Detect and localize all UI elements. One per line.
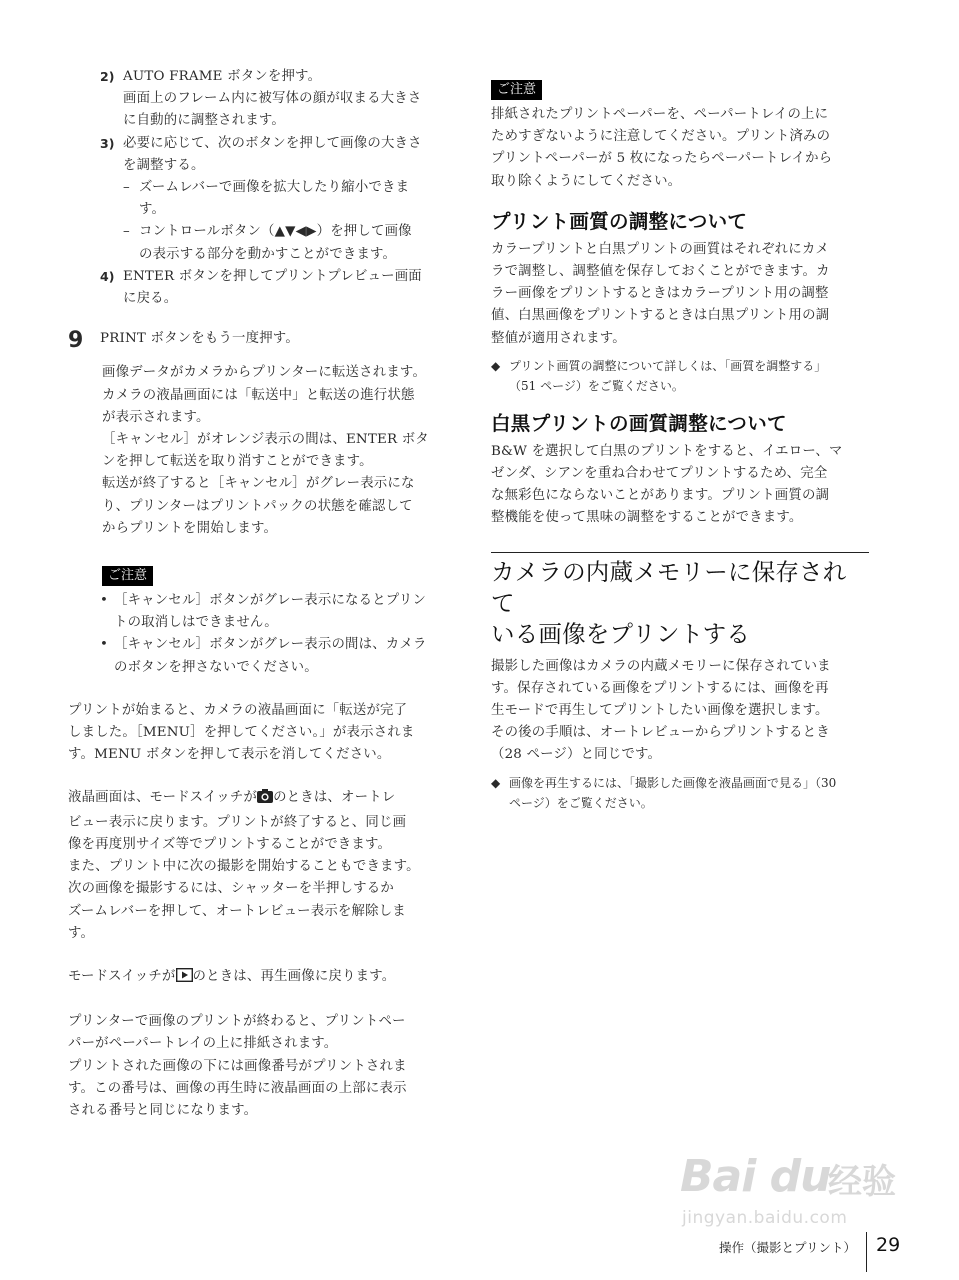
bullet-text: ［キャンセル］ボタンがグレー表示になるとプリン: [114, 593, 427, 609]
heading-line: いる画像をプリントする: [491, 619, 751, 648]
diamond-icon: ◆: [491, 358, 501, 373]
paragraph: [491, 239, 869, 350]
step-4: [68, 266, 446, 310]
step-text: に戻る。: [123, 291, 178, 307]
dash-item: [68, 221, 446, 265]
body-line: す。保存されている画像をプリントするには、画像を再: [491, 680, 829, 696]
body-line: ンを押して転送を取り消すことができます。: [102, 454, 373, 470]
caution-bullet: [68, 634, 446, 678]
watermark-cjk: 经验: [828, 1162, 896, 1202]
paragraph: [491, 656, 869, 767]
dash-item: [68, 177, 446, 221]
body-line: [68, 966, 446, 990]
body-line: プリンターで画像のプリントが終わると、プリントペー: [68, 1014, 406, 1030]
body-line: 撮影した画像はカメラの内蔵メモリーに保存されていま: [491, 658, 831, 674]
body-line: り、プリンターはプリントパックの状態を確認して: [102, 498, 413, 514]
paragraph: [68, 700, 446, 767]
step-text: を調整する。: [123, 157, 205, 173]
section-rule: [491, 552, 869, 553]
body-line: B&W を選択して白黒のプリントをすると、イエロー、マ: [491, 443, 843, 459]
dash-text: コントロールボタン（▲▼◀▶）を押して画像: [139, 224, 412, 240]
dash-mark: –: [123, 224, 130, 240]
dash-mark: –: [123, 180, 130, 196]
heading-line: カメラの内蔵メモリーに保存されて: [491, 557, 847, 617]
note-line: 画像を再生するには、「撮影した画像を液晶画面で見る」（30: [509, 775, 837, 790]
note-line: （51 ページ）をご覧ください。: [509, 378, 684, 393]
body-line: パーがペーパートレイの上に排紙されます。: [68, 1036, 338, 1052]
body-text: 液晶画面は、モードスイッチが: [68, 790, 258, 806]
step-2: [68, 66, 446, 133]
camera-mode-icon: [257, 789, 273, 811]
body-line: からプリントを開始します。: [102, 520, 278, 536]
body-text: のときは、再生画像に戻ります。: [192, 968, 396, 984]
caution-block: [68, 564, 446, 586]
bullet-text: トの取消しはできません。: [114, 615, 278, 631]
body-line: 生モードで再生してプリントしたい画像を選択します。: [491, 703, 829, 719]
body-line: ためすぎないように注意してください。プリント済みの: [491, 129, 831, 145]
caution-list: [68, 590, 446, 679]
body-line: [68, 787, 446, 811]
step-number: 4): [100, 268, 115, 284]
body-line: しました。［MENU］を押してください。」が表示されま: [68, 725, 415, 741]
step-number: 3): [100, 135, 115, 151]
baidu-watermark: [680, 1140, 910, 1240]
body-line: カラープリントと白黒プリントの画質はそれぞれにカメ: [491, 241, 830, 257]
bullet-dot: •: [100, 593, 108, 609]
section-heading: 白黒プリントの画質調整について: [491, 411, 787, 435]
body-text: のときは、オートレ: [273, 790, 396, 806]
paragraph: [68, 966, 446, 990]
chapter-heading: [491, 557, 869, 650]
body-line: 取り除くようにしてください。: [491, 173, 682, 189]
body-line: す。MENU ボタンを押して表示を消してください。: [68, 747, 391, 763]
caution-label: ご注意: [102, 566, 153, 586]
footer-divider: [866, 1232, 867, 1272]
body-line: ラー画像をプリントするときはカラープリント用の調整: [491, 286, 829, 302]
body-line: が表示されます。: [102, 409, 210, 425]
body-line: 転送が終了すると［キャンセル］がグレー表示にな: [102, 476, 415, 492]
body-line: また、プリント中に次の撮影を開始することもできます。: [68, 859, 420, 875]
watermark-brand: Bai du: [680, 1151, 831, 1202]
body-line: 値、白黒画像をプリントするときは白黒プリント用の調: [491, 308, 830, 324]
diamond-icon: ◆: [491, 775, 501, 790]
caution-text: [491, 104, 869, 193]
paragraph: [68, 1011, 446, 1122]
body-line: 排紙されたプリントペーパーを、ペーパートレイの上に: [491, 107, 829, 122]
body-line: ズームレバーを押して、オートレビュー表示を解除しま: [68, 903, 406, 919]
dash-text: す。: [139, 202, 166, 218]
paragraph: [68, 787, 446, 944]
note-line: プリント画質の調整について詳しくは、「画質を調整する」: [509, 358, 827, 373]
body-line: 次の画像を撮影するには、シャッターを半押しするか: [68, 881, 394, 897]
body-line: 像を再度別サイズ等でプリントすることができます。: [68, 836, 392, 852]
bullet-dot: •: [100, 637, 108, 653]
body-line: 整機能を使って黒味の調整をすることができます。: [491, 510, 803, 526]
step-text: 画面上のフレーム内に被写体の顔が収まる大きさ: [123, 91, 422, 107]
step-text: ENTER ボタンを押してプリントプレビュー画面: [123, 268, 422, 284]
caution-bullet: [68, 590, 446, 634]
section-heading: プリント画質の調整について: [491, 209, 748, 233]
watermark-url: jingyan.baidu.com: [682, 1208, 848, 1228]
bullet-text: のボタンを押さないでください。: [114, 659, 318, 675]
reference-note: [491, 773, 869, 813]
body-line: な無彩色にならないことがあります。プリント画質の調: [491, 488, 830, 504]
step-text: AUTO FRAME ボタンを押す。: [123, 69, 322, 84]
step-9-body: [68, 362, 446, 540]
body-line: ［キャンセル］がオレンジ表示の間は、ENTER ボタ: [102, 432, 429, 448]
body-text: モードスイッチが: [68, 968, 176, 984]
body-line: プリントが始まると、カメラの液晶画面に「転送が完了: [68, 702, 408, 718]
step-9: [68, 328, 446, 354]
bullet-text: ［キャンセル］ボタンがグレー表示の間は、カメラ: [114, 637, 427, 653]
paragraph: [491, 441, 869, 530]
body-line: ゼンダ、シアンを重ね合わせてプリントするため、完全: [491, 466, 828, 482]
dash-text: の表示する部分を動かすことができます。: [139, 246, 397, 262]
left-column: [68, 66, 446, 1122]
step-number-large: 9: [68, 328, 84, 354]
step-text: 必要に応じて、次のボタンを押して画像の大きさ: [123, 135, 422, 151]
body-line: される番号と同じになります。: [68, 1102, 258, 1118]
footer-section-label: 操作（撮影とプリント）: [719, 1240, 857, 1255]
step-3: [68, 133, 446, 177]
body-line: その後の手順は、オートレビューからプリントするとき: [491, 725, 830, 741]
body-line: ビュー表示に戻ります。プリントが終了すると、同じ画: [68, 814, 407, 830]
body-line: プリントペーパーが 5 枚になったらペーパートレイから: [491, 151, 833, 167]
page-number: 29: [876, 1234, 901, 1256]
playback-mode-icon: [176, 968, 193, 990]
caution-label: ご注意: [491, 80, 542, 100]
step-title: PRINT ボタンをもう一度押す。: [100, 331, 299, 347]
body-line: カメラの液晶画面には「転送中」と転送の進行状態: [102, 387, 415, 403]
reference-note: [491, 356, 869, 396]
note-line: ページ）をご覧ください。: [509, 795, 653, 810]
step-number: 2): [100, 69, 115, 84]
body-line: す。: [68, 925, 95, 941]
dash-text: ズームレバーで画像を拡大したり縮小できま: [139, 180, 410, 196]
body-line: （28 ページ）と同じです。: [491, 747, 662, 763]
body-line: プリントされた画像の下には画像番号がプリントされま: [68, 1058, 407, 1074]
body-line: す。この番号は、画像の再生時に液晶画面の上部に表示: [68, 1080, 407, 1096]
body-line: ラで調整し、調整値を保存しておくことができます。カ: [491, 264, 830, 280]
step-text: に自動的に調整されます。: [123, 113, 286, 129]
body-line: 画像データがカメラからプリンターに転送されます。: [102, 365, 427, 381]
right-column: [491, 78, 869, 813]
body-line: 整値が適用されます。: [491, 330, 626, 346]
